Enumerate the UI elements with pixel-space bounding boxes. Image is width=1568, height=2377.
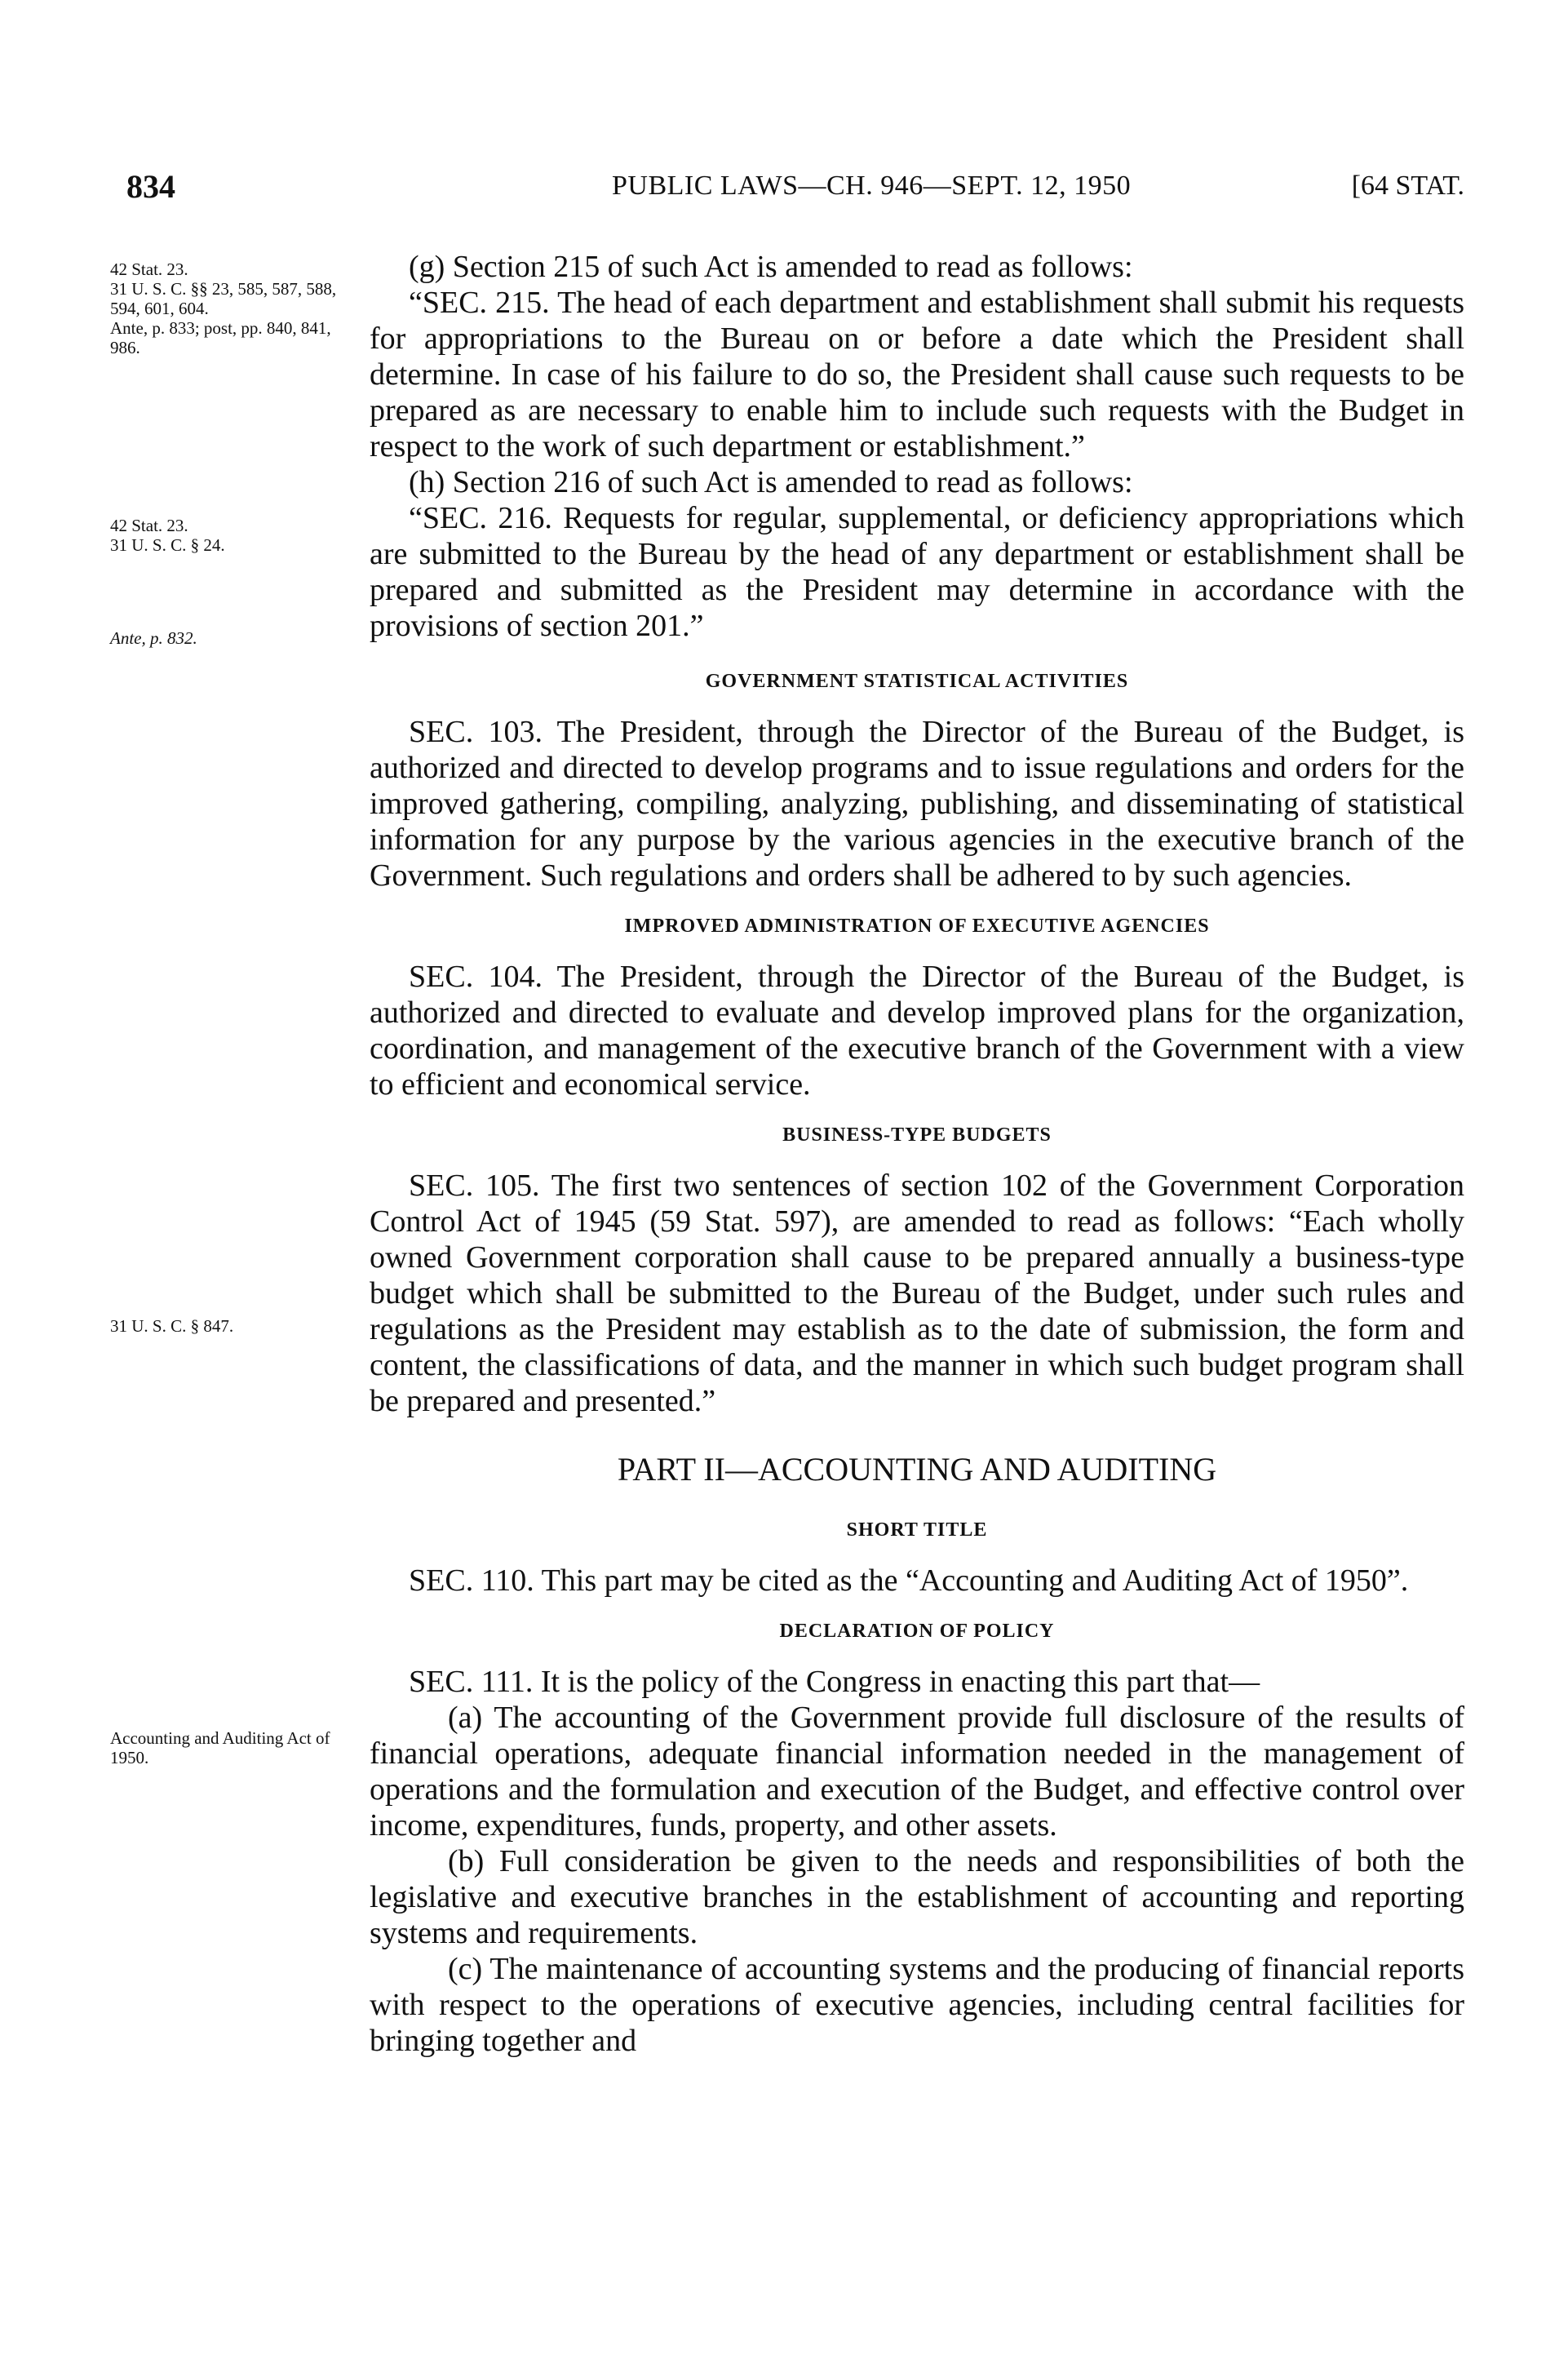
- paragraph-sec-110: SEC. 110. This part may be cited as the “Accounting and Auditing Act of 1950”.: [409, 1563, 1409, 1598]
- running-header: [126, 167, 1464, 206]
- header-title: PUBLIC LAWS—CH. 946—SEPT. 12, 1950: [612, 171, 1132, 201]
- paragraph-g-intro: (g) Section 215 of such Act is amended to read as follows:: [409, 250, 1133, 284]
- paragraph-sec-111-b: (b) Full consideration be given to the needs and responsibilities of both the legislative and executive branches in the establishment of accounting and reporting systems and requirements.: [370, 1844, 1464, 1950]
- margin-note: Ante, p. 832.: [110, 628, 197, 648]
- section-heading: IMPROVED ADMINISTRATION OF EXECUTIVE AGENCIES: [624, 916, 1210, 937]
- paragraph-sec-215: “SEC. 215. The head of each department and establishment shall submit his requests for appropriations to the Bureau on or before a date which the President shall determine. In case of his failure to do so, the President shall cause such requests to be prepared as are necessary to enable him to include such requests with the Budget in respect to the work of such department or establishment.”: [370, 286, 1464, 463]
- document-body: [370, 249, 1464, 2059]
- section-heading: DECLARATION OF POLICY: [779, 1621, 1055, 1642]
- paragraph-sec-216: “SEC. 216. Requests for regular, supplemental, or deficiency appropriations which are submitted to the Bureau by the head of any department or establishment shall be prepared and submitted as the President may determine in accordance with the provisions of section 201.”: [370, 501, 1464, 643]
- page-number: 834: [126, 168, 175, 205]
- margin-note: 42 Stat. 23. 31 U. S. C. §§ 23, 585, 587, 588, 594, 601, 604. Ante, p. 833; post, pp. 840, 841, 986.: [110, 259, 337, 357]
- paragraph-sec-111-a: (a) The accounting of the Government provide full disclosure of the results of financial operations, adequate financial information needed in the management of operations and the formulation and execution of the Budget, and effective control over income, expenditures, funds, property, and other assets.: [370, 1701, 1464, 1843]
- part-heading: PART II—ACCOUNTING AND AUDITING: [617, 1451, 1217, 1488]
- paragraph-sec-111-c: (c) The maintenance of accounting systems and the producing of financial reports with respect to the operations of executive agencies, including central facilities for bringing together and: [370, 1952, 1464, 2058]
- paragraph-sec-111: SEC. 111. It is the policy of the Congress in enacting this part that—: [409, 1665, 1260, 1699]
- margin-note: Accounting and Auditing Act of 1950.: [110, 1728, 330, 1767]
- paragraph-h-intro: (h) Section 216 of such Act is amended to read as follows:: [409, 465, 1133, 499]
- paragraph-sec-105: SEC. 105. The first two sentences of section 102 of the Government Corporation Control Act of 1945 (59 Stat. 597), are amended to read as follows: “Each wholly owned Government corporation shall cause to be prepared annually a business-type budget which shall be submitted to the Bureau of the Budget, under such rules and regulations as the President may establish as to the date of submission, the form and content, the classifications of data, and the manner in which such budget program shall be prepared and presented.”: [370, 1169, 1464, 1418]
- margin-note: 42 Stat. 23. 31 U. S. C. § 24.: [110, 516, 225, 555]
- margin-note: 31 U. S. C. § 847.: [110, 1316, 234, 1336]
- section-heading: SHORT TITLE: [846, 1519, 988, 1541]
- section-heading: BUSINESS-TYPE BUDGETS: [782, 1124, 1052, 1146]
- paragraph-sec-103: SEC. 103. The President, through the Director of the Bureau of the Budget, is authorized and directed to develop programs and to issue regulations and orders for the improved gathering, compiling, analyzing, publishing, and disseminating of statistical information for any purpose by the various agencies in the executive branch of the Government. Such regulations and orders shall be adhered to by such agencies.: [370, 715, 1464, 893]
- section-heading: GOVERNMENT STATISTICAL ACTIVITIES: [705, 671, 1129, 692]
- paragraph-sec-104: SEC. 104. The President, through the Director of the Bureau of the Budget, is authorized and directed to evaluate and develop improved plans for the organization, coordination, and management of the executive branch of the Government with a view to efficient and economical service.: [370, 960, 1464, 1102]
- header-volume: [64 STAT.: [1351, 171, 1464, 201]
